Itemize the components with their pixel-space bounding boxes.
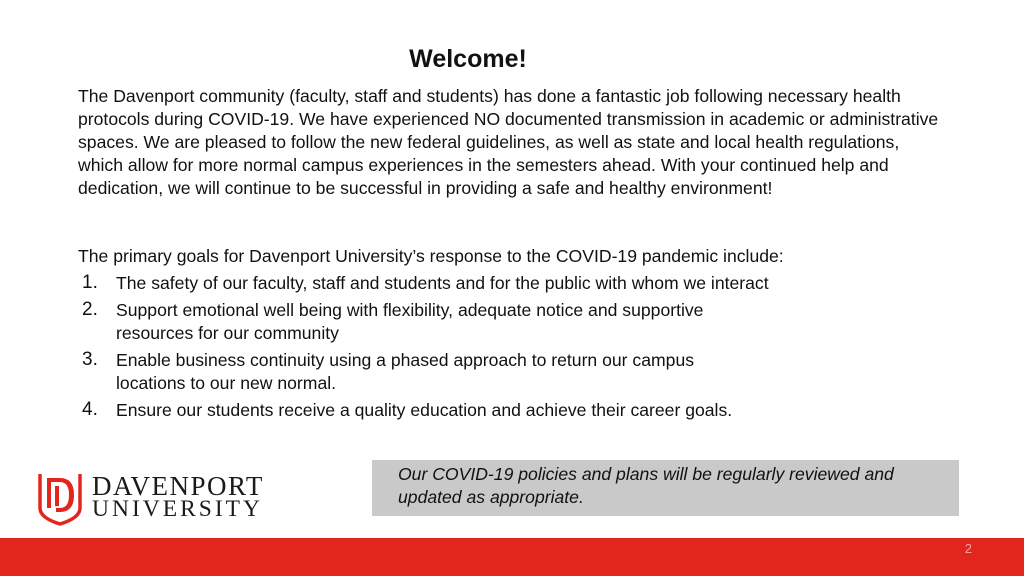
goal-text: The safety of our faculty, staff and students and for the public with whom we interact [116,273,769,293]
list-item [78,299,878,345]
university-crest-icon [36,468,84,526]
goal-text: Support emotional well being with flexibility, adequate notice and supportive resources for our community [116,300,704,343]
list-item [78,272,878,295]
intro-paragraph: The Davenport community (faculty, staff and students) has done a fantastic job following necessary health protocols during COVID-19. We have experienced NO documented transmission in academic or administrative spaces. We are pleased to follow the new federal guidelines, as well as state and local health regulations, which allow for more normal campus experiences in the semesters ahead. With your continued help and dedication, we will continue to be successful in providing a safe and healthy environment! [78,86,939,198]
goals-intro: The primary goals for Davenport University’s response to the COVID-19 pandemic include: [78,246,784,266]
goal-number: 1. [82,272,98,293]
goals-list [78,272,878,426]
page-number: 2 [964,541,972,556]
logo-text-university: UNIVERSITY [92,496,263,522]
list-item [78,399,878,422]
goal-text: Ensure our students receive a quality education and achieve their career goals. [116,400,733,420]
list-item [78,349,878,395]
davenport-logo [36,468,276,526]
goal-number: 2. [82,299,98,320]
goal-number: 4. [82,399,98,420]
goal-text: Enable business continuity using a phased approach to return our campus locations to our new normal. [116,350,695,393]
logo-text-davenport: DAVENPORT [92,471,264,501]
goal-number: 3. [82,349,98,370]
policy-note-box: Our COVID-19 policies and plans will be regularly reviewed and updated as appropriate. [372,460,959,516]
footer-bar [0,538,1024,576]
page-title: Welcome! [409,45,527,73]
